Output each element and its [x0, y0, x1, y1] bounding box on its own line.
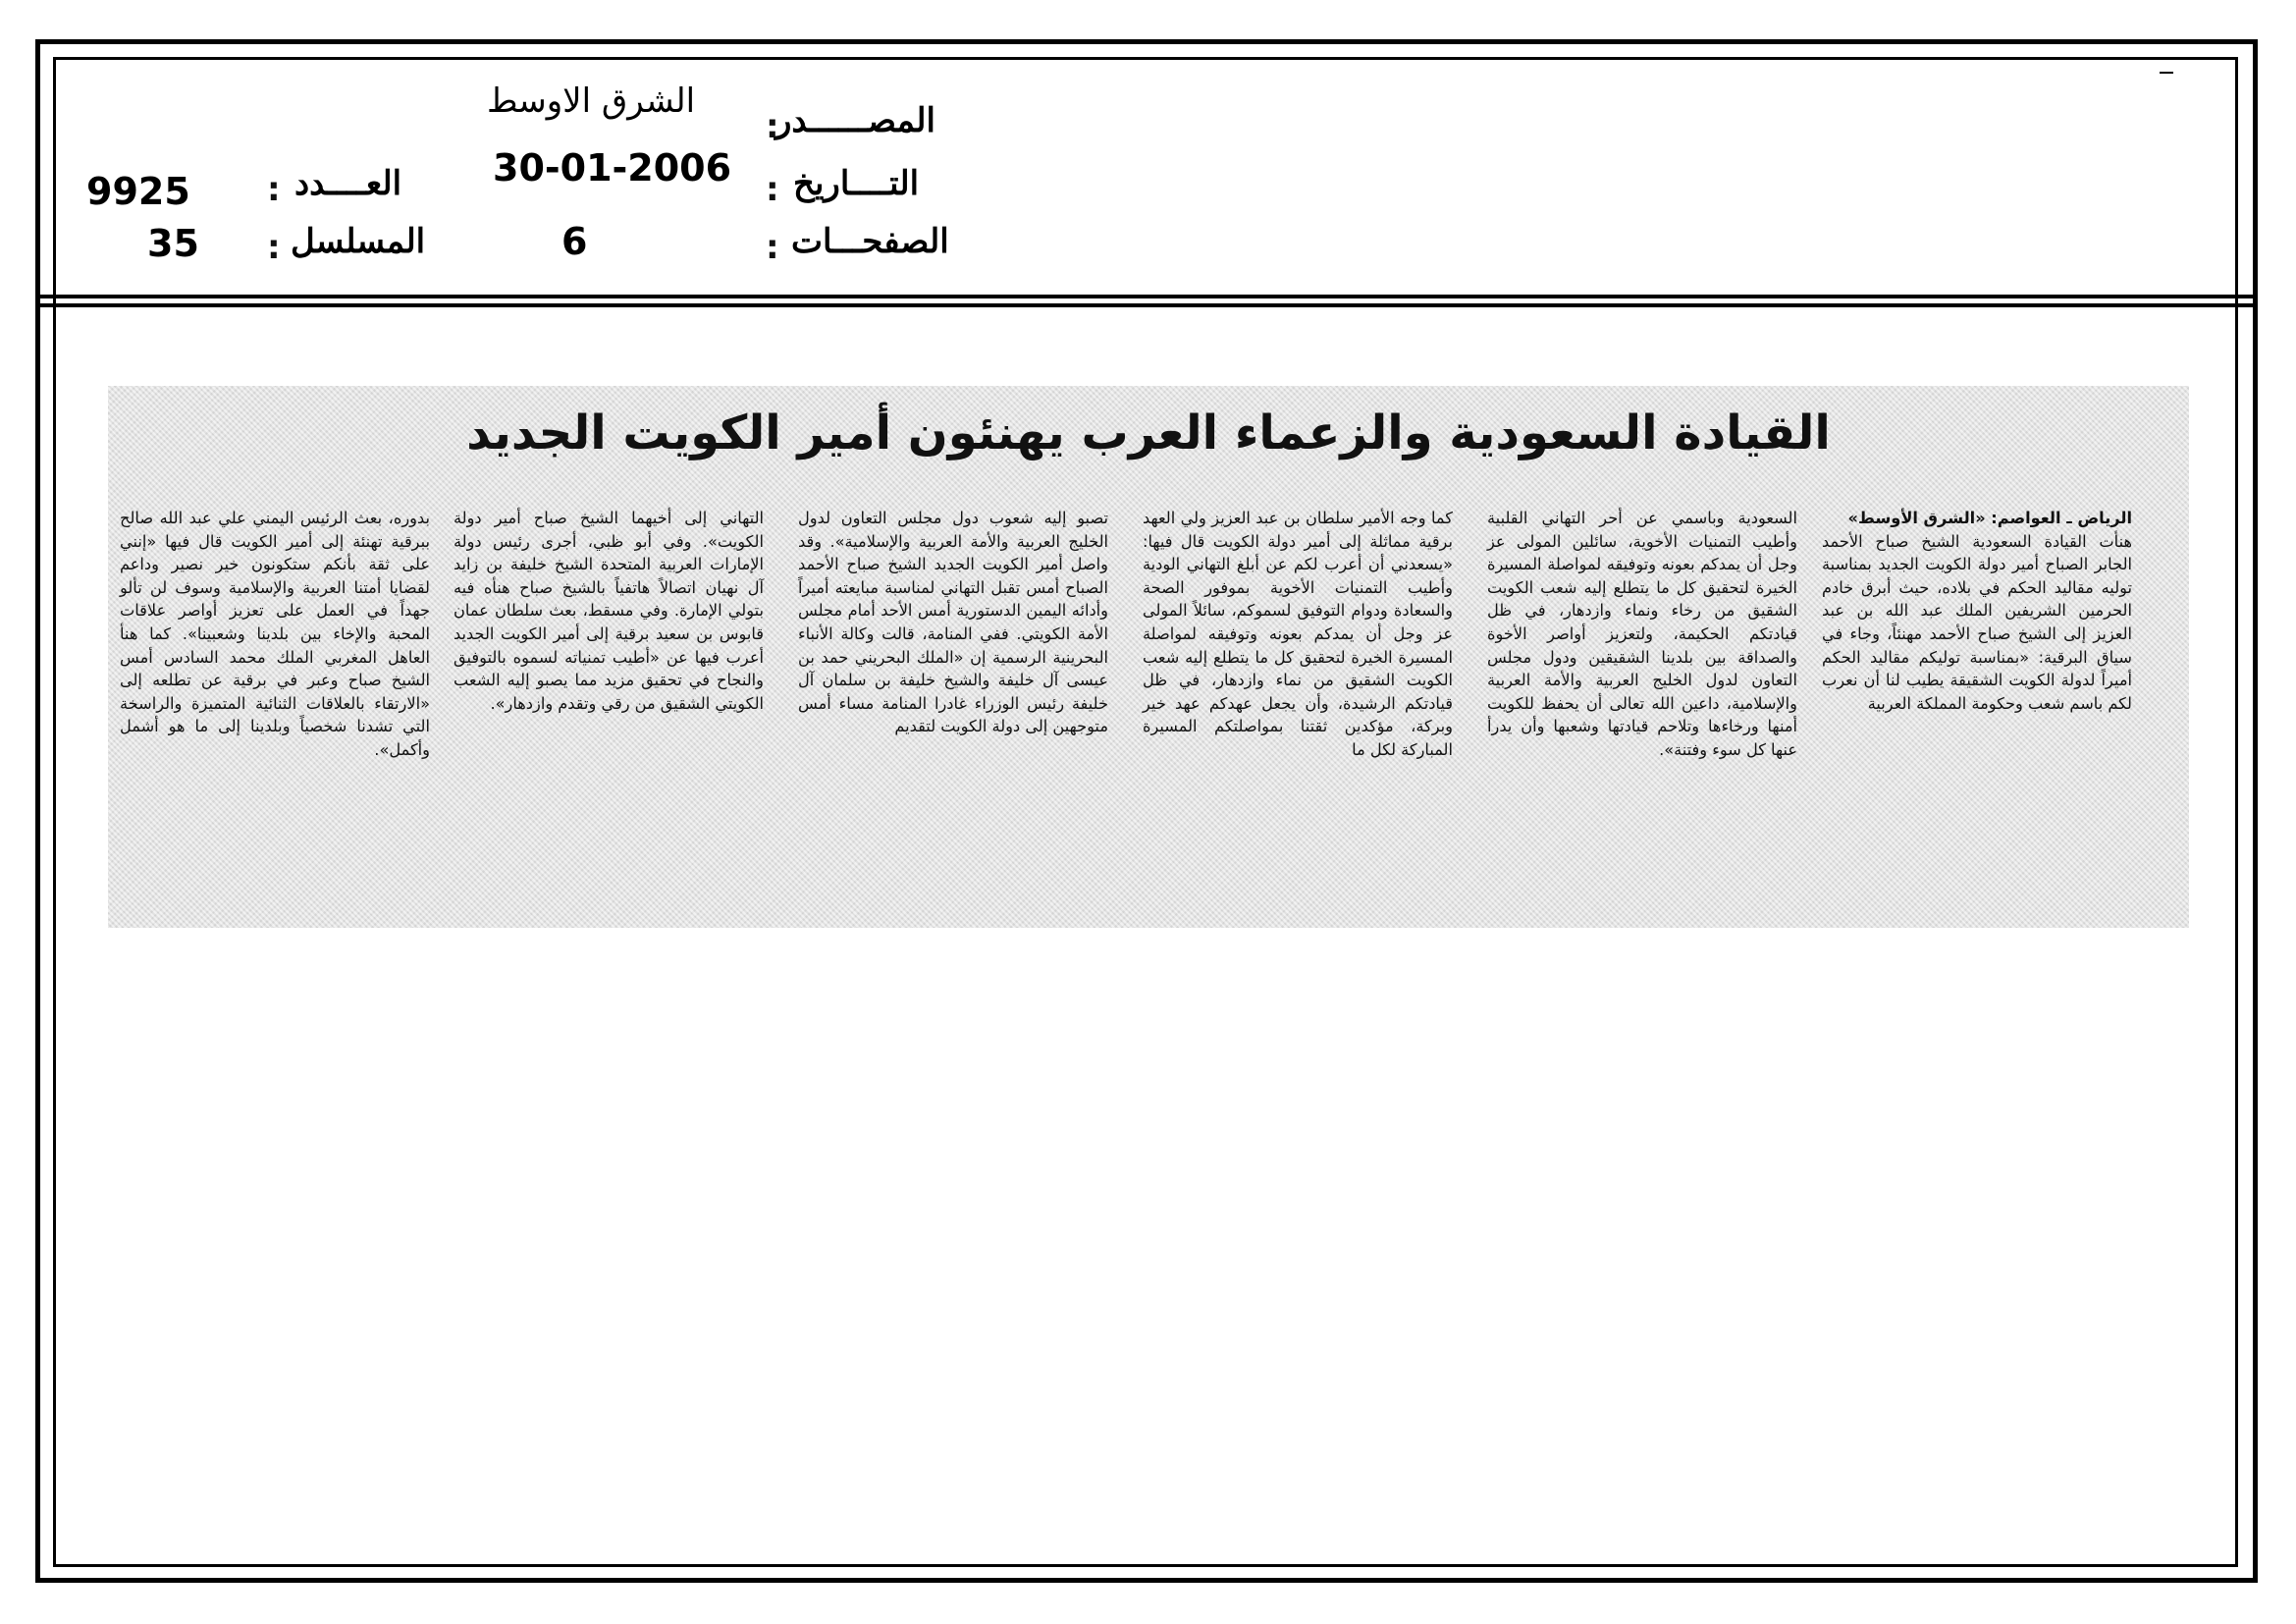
article-column-text: التهاني إلى أخيهما الشيخ صباح أمير دولة الكويت». وفي أبو ظبي، أجرى رئيس دولة الإمارات العربية المتحدة الشيخ خليفة بن زايد آل نهيان اتصالاً هاتفياً بالشيخ صباح هنأه فيه بتولي الإمارة. وفي مسقط، بعث سلطان عمان قابوس بن سعيد برقية إلى أمير الكويت الجديد أعرب فيها عن «أطيب تمنياته لسموه بالتوفيق والنجاح في تحقيق مزيد مما يصبو إليه الشعب الكويتي الشقيق من رقي وتقدم وازدهار».	[454, 509, 764, 713]
source-value: الشرق الاوسط	[487, 81, 696, 121]
article-column-4	[798, 507, 1108, 738]
pages-label: الصفحـــات	[791, 222, 949, 261]
date-label: التــــاريخ	[793, 164, 920, 203]
article-column-3	[1143, 507, 1453, 762]
serial-colon: :	[267, 228, 281, 267]
article-column-text: كما وجه الأمير سلطان بن عبد العزيز ولي العهد برقية مماثلة إلى أمير دولة الكويت قال فيها: «يسعدني أن أعرب لكم عن أبلغ التهاني الودية وأطيب التمنيات الأخوية بموفور الصحة والسعادة ودوام التوفيق لسموكم، سائلاً المولى عز وجل أن يمدكم بعونه وتوفيقه لمواصلة المسيرة الخيرة لتحقيق كل ما يتطلع إليه شعب الكويت الشقيق من نماء وازدهار، في ظل قيادتكم الرشيدة، وأن يجعل عهدكم عهد خير وبركة، مؤكدين ثقتنا بمواصلتكم المسيرة المباركة لكل ما	[1143, 509, 1453, 759]
pages-value: 6	[561, 220, 588, 263]
article-column-5	[454, 507, 764, 715]
article-column-6	[120, 507, 430, 762]
date-colon: :	[766, 170, 779, 209]
article-column-text: هنأت القيادة السعودية الشيخ صباح الأحمد الجابر الصباح أمير دولة الكويت الجديد بمناسبة توليه مقاليد الحكم في بلاده، حيث أبرق خادم الحرمين الشريفين الملك عبد الله بن عبد العزيز إلى الشيخ صباح الأحمد مهنئاً، وجاء في سياق البرقية: «بمناسبة توليكم مقاليد الحكم أميراً لدولة الكويت الشقيقة يطيب لنا أن نعرب لكم باسم شعب وحكومة المملكة العربية	[1822, 531, 2132, 713]
article-column-text: السعودية وباسمي عن أحر التهاني القلبية وأطيب التمنيات الأخوية، سائلين المولى عز وجل أن يمدكم بعونه وتوفيقه لمواصلة المسيرة الخيرة لتحقيق كل ما يتطلع إليه شعب الكويت الشقيق من رخاء ونماء وازدهار، في ظل قيادتكم الحكيمة، ولتعزيز أواصر الأخوة والصداقة بين بلدينا الشقيقين ودول مجلس التعاون لدول الخليج العربية والأمة العربية والإسلامية، داعين الله تعالى أن يحفظ للكويت أمنها ورخاءها وتلاحم قيادتها وشعبها وأن يدرأ عنها كل سوء وفتنة».	[1487, 509, 1797, 759]
source-label: المصــــــدر	[775, 101, 935, 140]
date-value: 30-01-2006	[493, 146, 732, 189]
issue-label: العــــدد	[294, 164, 402, 203]
article-column-1	[1822, 507, 2132, 715]
corner-mark	[2160, 72, 2173, 74]
newspaper-clipping	[108, 386, 2189, 928]
issue-colon: :	[267, 170, 281, 209]
article-headline: القيادة السعودية والزعماء العرب يهنئون أمير الكويت الجديد	[466, 406, 1831, 460]
header-divider	[35, 295, 2258, 298]
article-column-2	[1487, 507, 1797, 762]
article-dateline: الرياض ـ العواصم: «الشرق الأوسط»	[1847, 509, 2132, 527]
issue-value: 9925	[86, 170, 190, 213]
serial-label: المسلسل	[291, 222, 426, 261]
source-colon: :	[766, 107, 779, 146]
article-column-text: بدوره، بعث الرئيس اليمني علي عبد الله صالح ببرقية تهنئة إلى أمير الكويت قال فيها «إنني على ثقة بأنكم ستكونون خير نصير وداعم لقضايا أمتنا العربية والإسلامية وسوف لن تألو جهداً في العمل على تعزيز أواصر علاقات المحبة والإخاء بين بلدينا وشعبينا». كما هنأ العاهل المغربي الملك محمد السادس أمس الشيخ صباح وعبر في برقية عن تطلعه إلى «الارتقاء بالعلاقات الثنائية المتميزة والراسخة التي تشدنا شخصياً وبلدينا إلى ما هو أشمل وأكمل».	[120, 509, 430, 759]
pages-colon: :	[766, 228, 779, 267]
article-column-text: تصبو إليه شعوب دول مجلس التعاون لدول الخليج العربية والأمة العربية والإسلامية». وقد واصل أمير الكويت الجديد الشيخ صباح الأحمد الصباح أمس تقبل التهاني لمناسبة مبايعته أميراً وأدائه اليمين الدستورية أمس الأحد أمام مجلس الأمة الكويتي. ففي المنامة، قالت وكالة الأنباء البحرينية الرسمية إن «الملك البحريني حمد بن عيسى آل خليفة والشيخ خليفة بن سلمان آل خليفة رئيس الوزراء غادرا المنامة مساء أمس متوجهين إلى دولة الكويت لتقديم	[798, 509, 1108, 736]
serial-value: 35	[147, 222, 199, 265]
